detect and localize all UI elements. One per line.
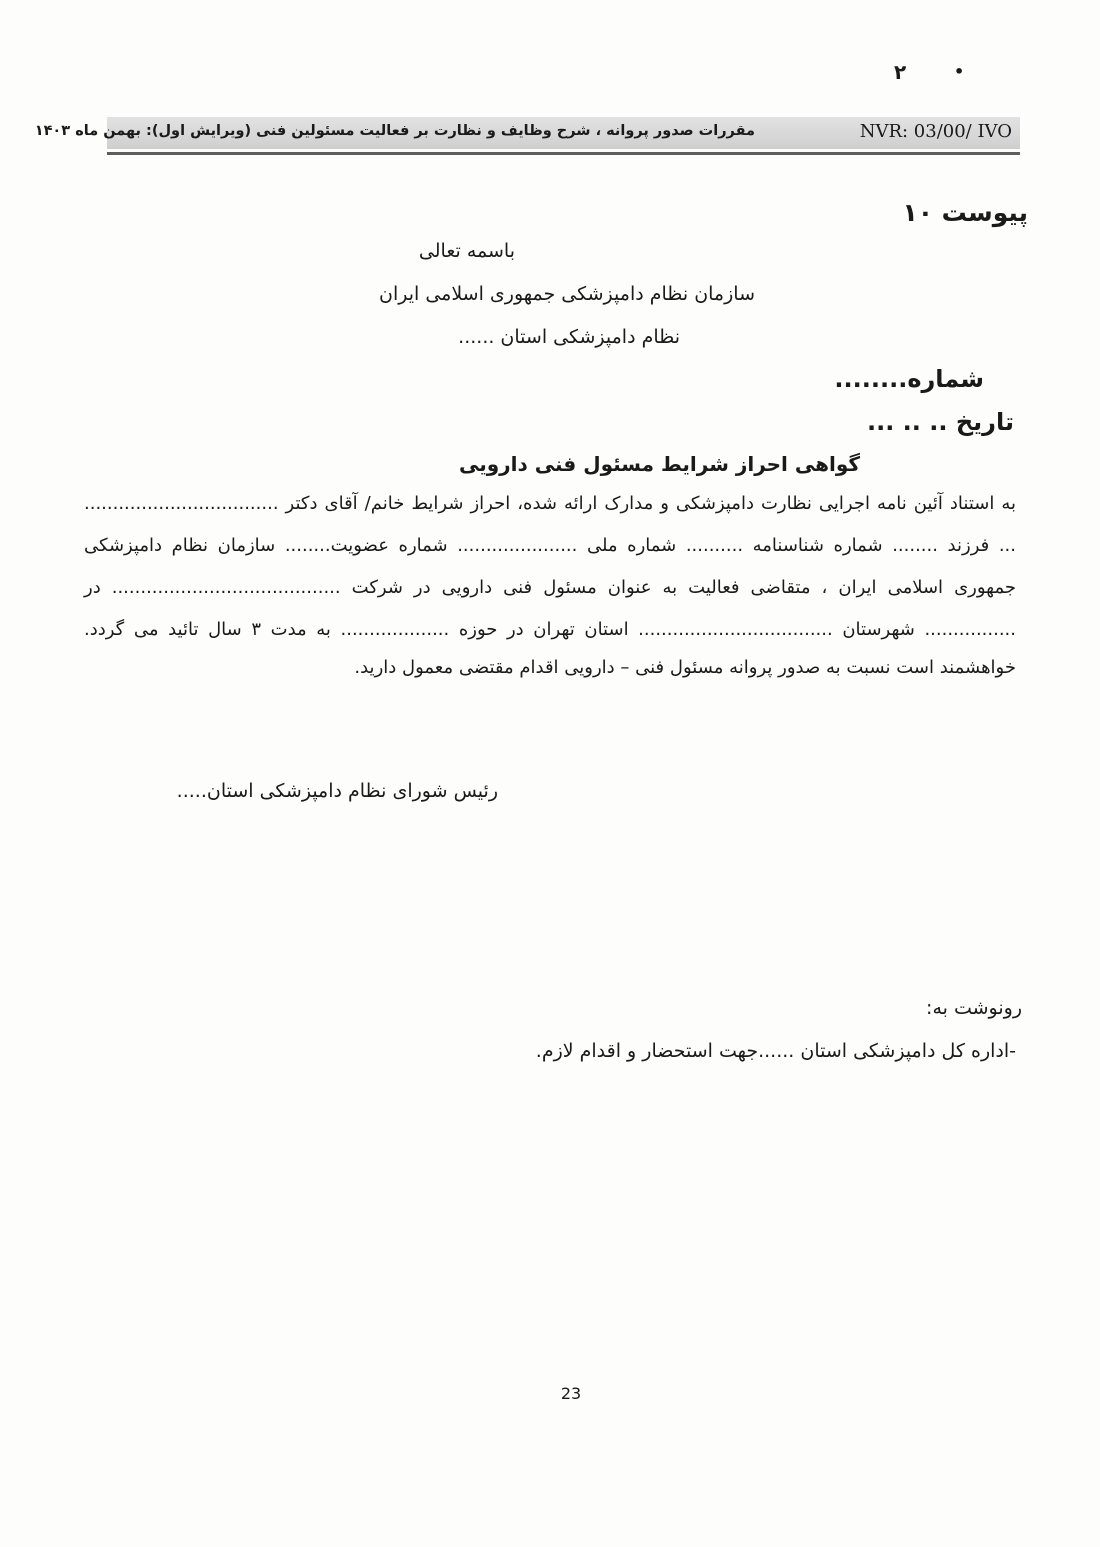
basmala: باسمه تعالی bbox=[418, 240, 515, 262]
copies-item: -اداره کل دامپزشکی استان ......جهت استحضار و اقدام لازم. bbox=[535, 1040, 1016, 1062]
corner-marks bbox=[880, 58, 970, 88]
copies-label: رونوشت به: bbox=[926, 997, 1022, 1019]
organization-name: سازمان نظام دامپزشکی جمهوری اسلامی ایران bbox=[379, 283, 755, 305]
signatory: رئیس شورای نظام دامپزشکی استان..... bbox=[176, 780, 498, 802]
annex-title: پیوست ۱۰ bbox=[902, 198, 1028, 227]
certificate-title: گواهی احراز شرایط مسئول فنی دارویی bbox=[458, 452, 860, 476]
document-code: NVR: 03/00/ IVO bbox=[859, 121, 1012, 142]
body-line: ................ شهرستان .................................. استان تهران در حوزه ................... به مدت ۳ سال تائید می گردد. bbox=[84, 619, 1016, 640]
header-title: مقررات صدور پروانه ، شرح وظایف و نظارت بر فعالیت مسئولین فنی (ویرایش اول): بهمن ماه ۱۴۰۳ bbox=[34, 123, 755, 139]
page-number: 23 bbox=[560, 1384, 582, 1403]
body-line: به استناد آئین نامه اجرایی نظارت دامپزشکی و مدارک ارائه شده، احراز شرایط خانم/ آقای دکتر .................................. bbox=[84, 493, 1016, 514]
corner-dot: • bbox=[954, 62, 965, 81]
letter-number: شماره........ bbox=[834, 365, 984, 393]
corner-mark: ۲ bbox=[894, 60, 907, 84]
province-organization: نظام دامپزشکی استان ...... bbox=[458, 326, 680, 348]
header-divider bbox=[107, 152, 1020, 155]
body-line: ... فرزند ........ شماره شناسنامه .......... شماره ملی ..................... شماره عضویت........ سازمان نظام دامپزشکی bbox=[84, 535, 1016, 556]
body-line: خواهشمند است نسبت به صدور پروانه مسئول فنی – دارویی اقدام مقتضی معمول دارید. bbox=[354, 657, 1016, 678]
body-line: جمهوری اسلامی ایران ، متقاضی فعالیت به عنوان مسئول فنی دارویی در شرکت ........................................ در bbox=[84, 577, 1016, 598]
letter-date: تاریخ .. .. ... bbox=[866, 408, 1014, 436]
